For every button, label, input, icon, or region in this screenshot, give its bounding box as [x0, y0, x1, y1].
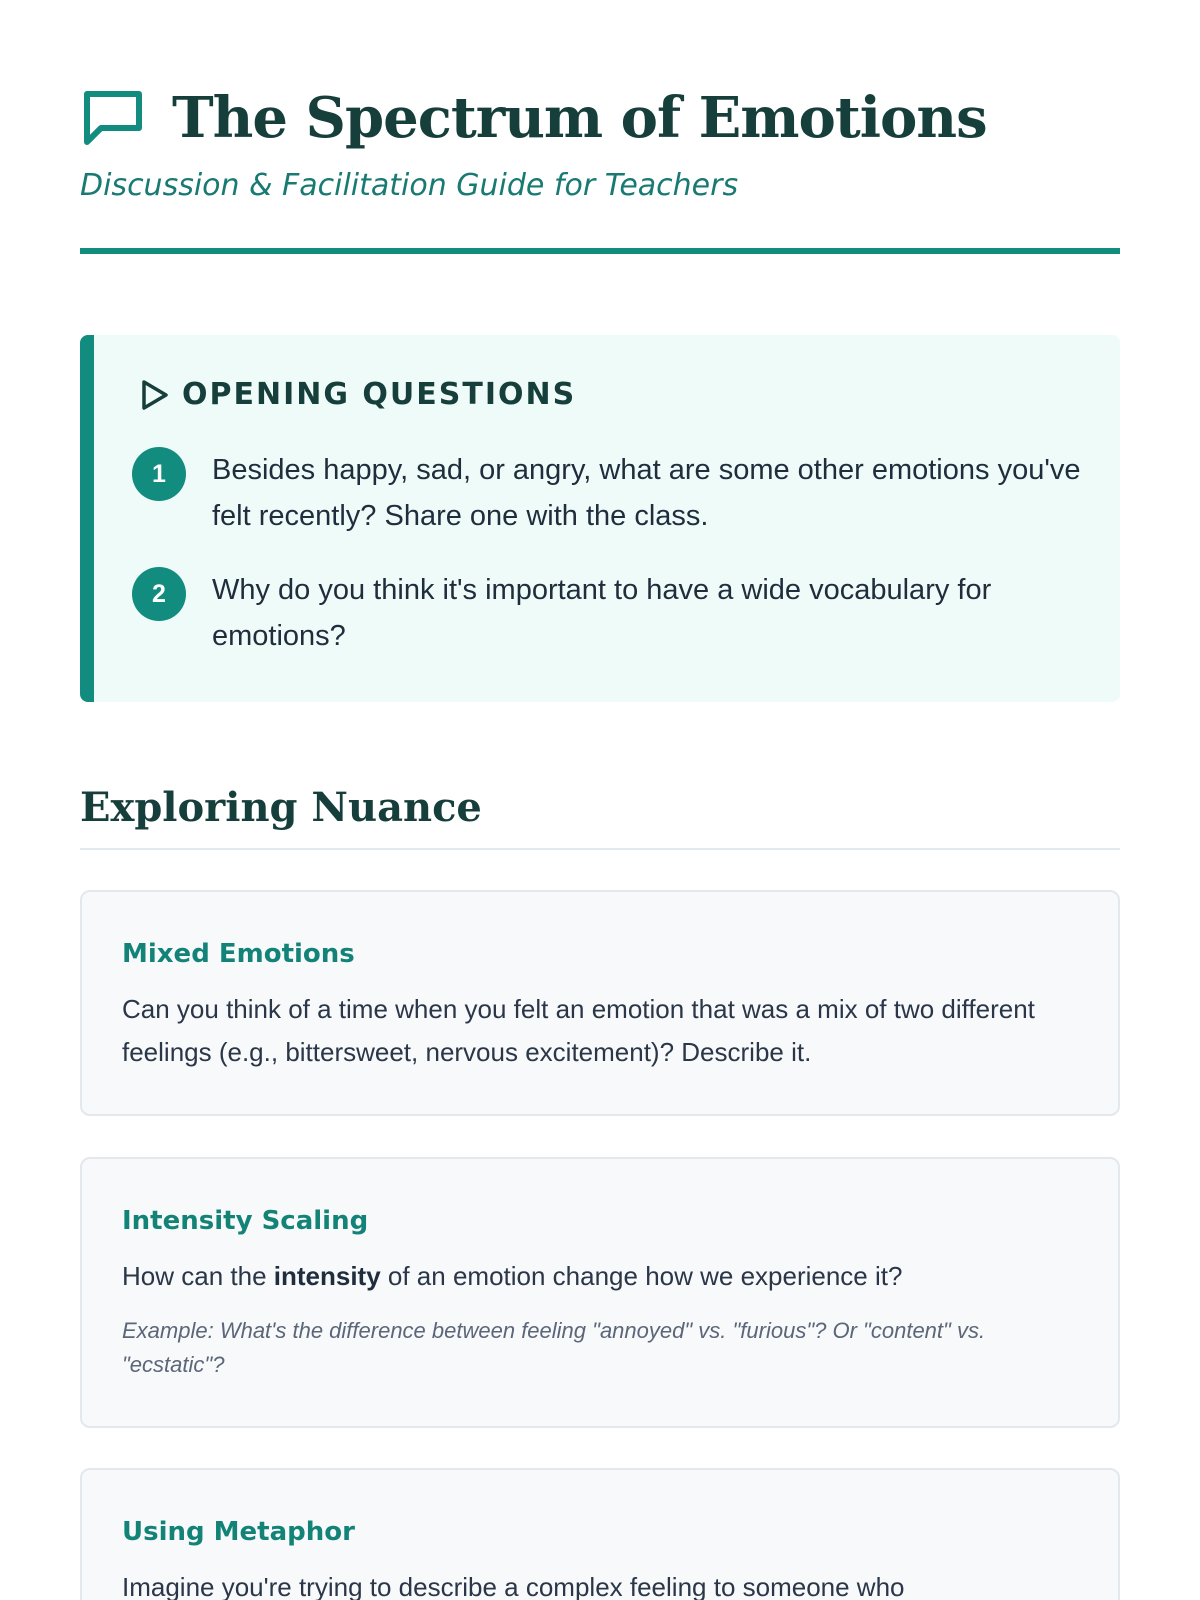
opening-questions-title: OPENING QUESTIONS [182, 377, 577, 412]
discussion-card-using-metaphor [80, 1468, 1120, 1600]
discussion-card-intensity-scaling [80, 1157, 1120, 1428]
card-text-before: How can the [122, 1261, 274, 1291]
opening-question [132, 567, 1082, 659]
title-row [80, 78, 1120, 158]
opening-questions-box [80, 335, 1120, 702]
card-text: Can you think of a time when you felt an emotion that was a mix of two different feelings (e.g., bittersweet, nervous excitement)? Describe it. [122, 994, 1035, 1067]
question-text: Besides happy, sad, or angry, what are some other emotions you've felt recently? Share one with the class. [212, 454, 1081, 532]
card-text-emphasis: intensity [273, 1261, 381, 1291]
section-divider [80, 848, 1120, 850]
section-title-exploring-nuance: Exploring Nuance [80, 784, 482, 831]
card-title: Intensity Scaling [122, 1206, 369, 1236]
card-example: Example: What's the difference between feeling "annoyed" vs. "furious"? Or "content" vs. "ecstatic"? [122, 1318, 986, 1377]
question-number-badge: 2 [132, 567, 186, 621]
header-divider [80, 248, 1120, 254]
card-title: Mixed Emotions [122, 939, 355, 969]
page-title: The Spectrum of Emotions [172, 85, 987, 151]
question-number-badge: 1 [132, 447, 186, 501]
card-title: Using Metaphor [122, 1517, 355, 1547]
question-text: Why do you think it's important to have a wide vocabulary for emotions? [212, 574, 992, 652]
card-text-after: of an emotion change how we experience it? [380, 1261, 903, 1291]
speech-bubble-icon [80, 85, 146, 151]
card-text [122, 1255, 1072, 1298]
opening-questions-header [138, 377, 576, 412]
card-text: Imagine you're trying to describe a complex feeling to someone who [122, 1572, 905, 1600]
opening-question [132, 447, 1082, 539]
page-subtitle: Discussion & Facilitation Guide for Teachers [80, 168, 739, 203]
page-header [80, 78, 1120, 203]
play-icon [138, 379, 170, 411]
discussion-card-mixed-emotions [80, 890, 1120, 1116]
